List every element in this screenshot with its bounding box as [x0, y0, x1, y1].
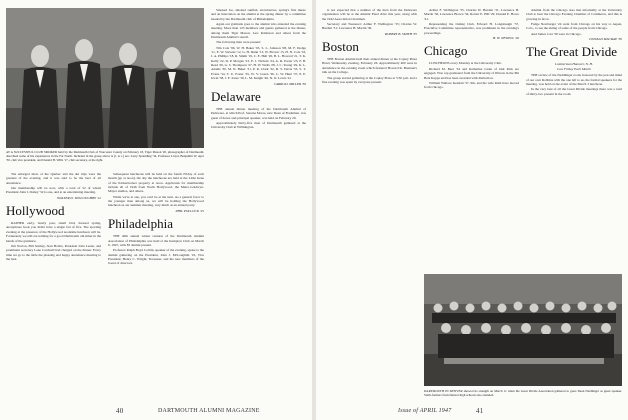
paragraph: The group started gathering at the Copley Plaza at 5:30 p.m. and a fine evening was spent by everyone present. [322, 75, 417, 84]
section-heading-chicago: Chicago [424, 43, 468, 59]
paragraph: The following men were present: [216, 40, 262, 45]
page-number-left: 40 [116, 407, 124, 415]
paragraph: Again our gratitude goes to the alumni who attended the evening meeting. More than 125 members and guests gathered at the dinner, among them Tiger Mason, Lew Robinson and others from the Dartmouth Alumni Council. [211, 22, 306, 40]
paragraph: In the very best of all the Great Divide meetings there was a total of thirty-two present in the room. [526, 87, 622, 96]
paragraph: Alumni from the Chicago area met informally at the University Club to hear the Chicago Evening Chamber of Commerce, and this is growing in favor. [526, 8, 622, 21]
club-smoker-photo [6, 8, 204, 148]
right-col-2 [424, 8, 519, 270]
paragraph: Professor Ralph Boyd Coltrin, speaker of the evening, spoke to the alumni gathering on the President, John J. McLaughlin '16, Vice President, Henry C. Wright, Treasurer, and the new members of the board of directors. [108, 248, 204, 266]
signature: H. H. NEWELL '26 [492, 36, 519, 41]
paragraph: THE annual dinner meeting of the Dartmouth Alumni of Delaware, at which Prof. Stearns Morse, new Dean of Freshmen, was guest of honor and principal speaker, was held on February 20. [211, 106, 306, 120]
paragraph: William Wallace Kendall '37, 9th, and his wife Ruth have moved from Chicago. [424, 80, 519, 90]
right-col-1 [322, 8, 417, 403]
paragraph: THE review of the Neddlinger room, honored by the pen and mind of our own Robbins with the one left to us, the formal speakers for the meeting, was held on the event of the March 3 luncheon. [526, 73, 622, 86]
paragraph: Richard M. Beer '34 and Katharine Grant of Oak Park are engaged. Was cap graduated from the University of Illinois in the Phi Beta Kappa and has been awarded with distinction. [424, 66, 519, 80]
great-divide-subhead: Lumberman Hanover, N. H. Low Friday Each Month [555, 62, 593, 71]
paragraph: And James Carr '36 were in Chicago. [531, 31, 582, 36]
section-heading-philadelphia: Philadelphia [108, 216, 173, 232]
paragraph: Smoked Ice, smoked sunfish, strawberries, spring's first music and an innovation on the alumni at the spring dinner by a committee headed by the Dartmouth club of Philadelphia. [211, 8, 306, 21]
paragraph: The enlarged shots of the Quebec and the ski trips were the greatest of the evening, and it was said to be the best of all attendance. [6, 172, 101, 185]
left-page [0, 0, 312, 420]
section-heading-boston: Boston [322, 39, 359, 55]
paragraph: Our membership will be now, with a total of 52 of whom President John I. Dailey '32 is one, and at an entertaining meeting. [6, 186, 101, 195]
section-heading-delaware: Delaware [211, 88, 261, 104]
signature: CARROLL MILLER '39 [273, 81, 306, 86]
paragraph: Subsequent luncheons will be held on the fourth Friday of each month (go at noon), the day the luncheons are held at the Little Irene of the Kickerbocker property at noon. Applicants for membership include all of 1946 from North Hollywood, the Metro-Goldwyn-Mayer studios, and others. [108, 172, 204, 194]
magazine-title: DARTMOUTH ALUMNI MAGAZINE [158, 408, 260, 414]
issue-date: Issue of APRIL 1947 [398, 408, 452, 414]
paragraph: Arthur F. Wellington '35, Charles W. Burdett '31, Lawrence H. Martin '36, Lawrence Brown '34, Robert E. Hill '29, Donald E. Howe '41. [424, 8, 519, 21]
section-heading-hollywood: Hollywood [6, 203, 65, 219]
paragraph: Jim Norton, Bill Stamey, Stan Hobbs, President John Lester, and prominent secretary Lane Cardwell had charged on the dinner. Every time we go to the table the pleasing and happy attendance meeting to the best. [6, 243, 101, 261]
club-smoker-caption: AT A SUCCESSFUL CLUB SMOKER held by the Dartmouth Club of Worcester County on February 18, Tiger Mason '20, photographer of Dartmouth, described some of his experiences in the Far North. Included in the group above is (l. to r.) are: Larry Spaulding '34, Professor Lloyd, Benjamin W. Ayer '30, club vice president, and Donald H. Wills '17, club secretary, at the right. [6, 150, 204, 162]
right-page [316, 0, 628, 420]
paragraph: Fudge Newburger '24 went from Chicago on his way to Aspen, Colo., to see the skiing of some of the people from Chicago. [526, 22, 622, 31]
paragraph: While we're at one, you can't be at the next. As a general favor to the younger men among us, we will be holding the Hollywood luncheon as our summer meeting, very much as an annual party. [108, 194, 204, 208]
page-number-right: 41 [476, 407, 484, 415]
signature: WALTER D. WILLOUGHBY '12 [57, 195, 101, 200]
paragraph: LUNCHEONS every Monday at the University Club. [429, 61, 502, 66]
paragraph: THE Boston Alumni held their annual dinner at the Copley Plaza Hotel, Wednesday evening, February 26. Approximately 400 were in attendance in the evening event which featured Howard R. Brennan's talk on the College. [322, 57, 417, 75]
paragraph: is not expected that a number of the men from the Delaware organization will be at the Alumni Fund drive this year, along with the 1942 Association Chairman. [322, 8, 417, 21]
denver-group-photo [424, 274, 622, 386]
paragraph: RATHER early, barely past, small bird, dressed spring, anonymous book you didn't have a single fad of five. The sporting evening at the presence of the Hollywood noontime luncheon will be. Fortunately we still are nothing for a good Dartmouth old-timer in the hands of the guidance. [6, 221, 101, 243]
paragraph: THE 40th annual winter reunion of the Dartmouth Alumni Association of Philadelphia was held at the Kempton Club on March 6, 1947, with 85 alumni present. [108, 234, 204, 247]
attendee-list: Tim Cole '96, W. H. Baker '03, S. L. Johnson '08, M. F. Dodge '11, E. W. Stevens '12, G. H. Dunn '13, W. Brown '15, H. N. Cole '16, J. A. Phillips '18, R. Smith '19, C. E. Hall '20, B. L. Howard '21, T. K. Kelly '22, D. P. Morgan '23, E. J. Nichols '24, A. R. Porter '25, F. B. Reed '26, G. S. Thompson '27, H. W. Wells '28, J. C. Young '29, K. L. Adams '30, M. N. Baker '31, P. R. Clark '32, R. S. Davis '33, S. T. Evans '34, T. U. Foster '35, W. V. Green '36, C. W. Hunt '37, P. E. Irwin '38, J. F. Jones '39, L. M. Knight '40, N. O. Lewis '41 [211, 45, 306, 81]
paragraph: Representing the Outing Club, Edward H. Longabaugh '37, Executive Committee representative, was prominent in the evening's proceedings. [424, 22, 519, 35]
paragraph: Secretary and Treasurer: Arthur F. Wellington '35; Charles W. Burdett '31; Lawrence H. Martin '36. [322, 22, 417, 31]
denver-group-caption: DARTMOUTH IN DENVER showed its strength on March 11 when the Great Divide Association gathered to greet Dean Neidlinger as guest speaker. Sixth-formers from Denver high schools also attended. [424, 389, 622, 397]
left-col-2 [108, 172, 204, 402]
section-heading-great-divide: The Great Divide [526, 44, 617, 60]
left-col-3 [211, 8, 306, 403]
right-col-3 [526, 8, 622, 270]
left-col-1 [6, 172, 101, 402]
signature: DONALD MACRAE '30 [589, 37, 622, 42]
signature: PHIL POLLOCK '25 [175, 208, 204, 213]
signature: ROBERT B. SMITH '35 [384, 31, 417, 36]
paragraph: Approximately thirty-five men of Dartmouth gathered at the University Club in Wilmington. [211, 120, 306, 130]
